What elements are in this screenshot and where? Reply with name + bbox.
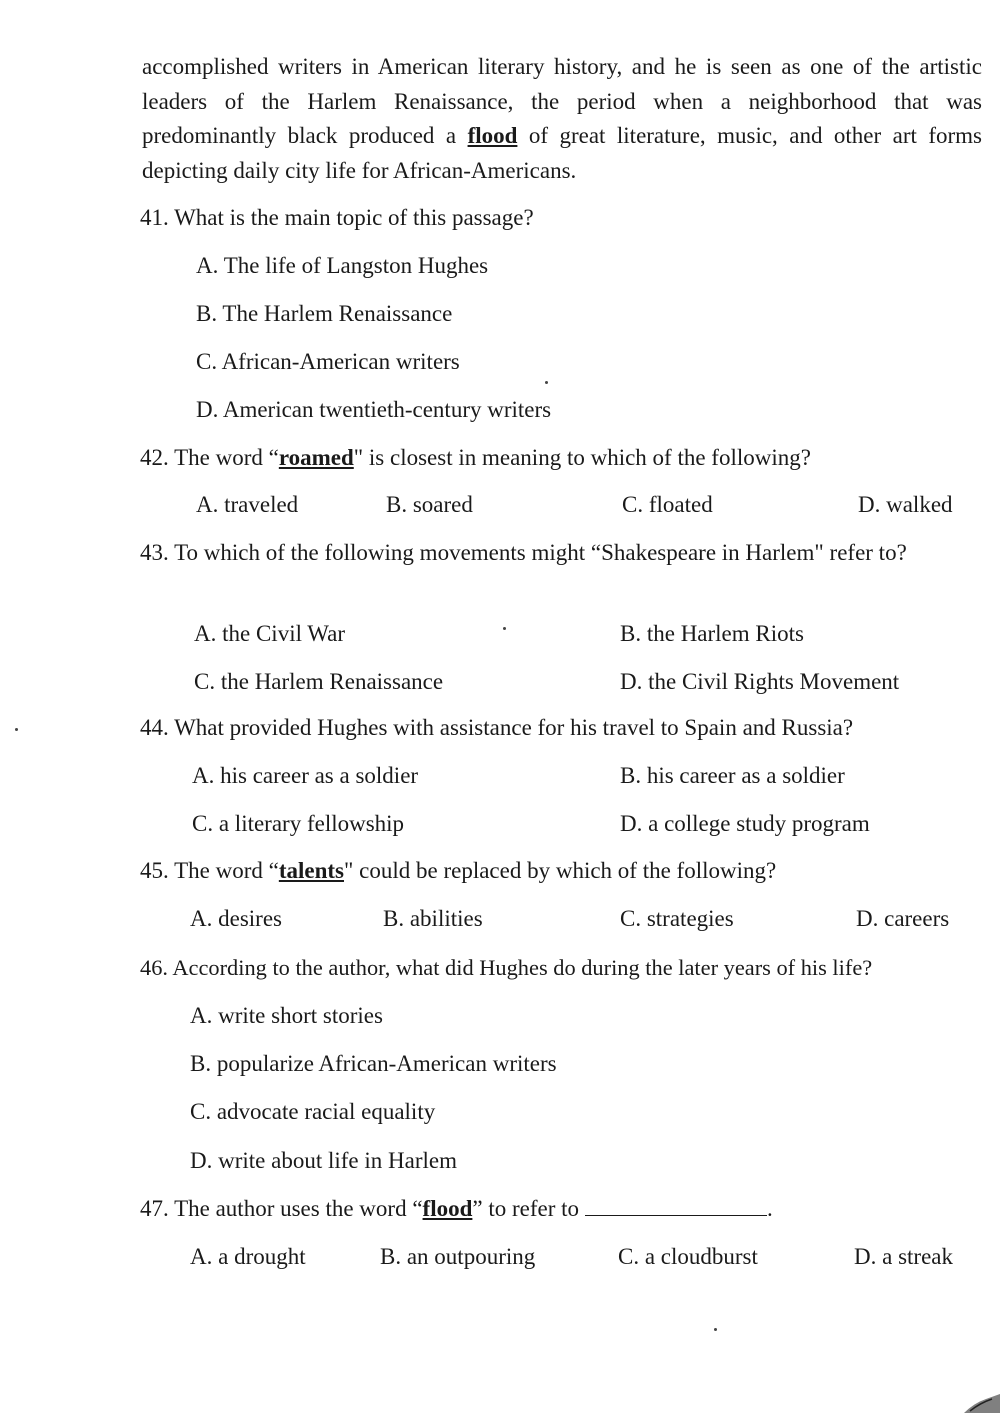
passage-paragraph	[142, 50, 982, 188]
question-43-option-b[interactable]: B. the Harlem Riots	[620, 621, 804, 646]
question-47-prompt	[140, 1194, 773, 1224]
question-47-prefix: 47. The author uses the word “	[140, 1196, 423, 1221]
question-44-option-c[interactable]: C. a literary fellowship	[192, 811, 405, 836]
question-44-prompt: 44. What provided Hughes with assistance for his travel to Spain and Russia?	[140, 715, 854, 740]
question-42-prefix: 42. The word “	[140, 445, 279, 470]
question-45-option-c[interactable]: C. strategies	[620, 906, 734, 931]
question-47-keyword: flood	[422, 1196, 473, 1221]
question-46-option-c[interactable]: C. advocate racial equality	[190, 1099, 436, 1124]
question-43-option-d[interactable]: D. the Civil Rights Movement	[620, 669, 900, 694]
question-45-prompt	[140, 856, 776, 886]
passage-text-after: of great literature, music, and other art forms depicting daily city life for African-Americans.	[142, 123, 983, 183]
scan-speck	[15, 728, 18, 731]
question-45-option-a[interactable]: A. desires	[190, 906, 282, 931]
question-46-option-a[interactable]: A. write short stories	[190, 1003, 383, 1028]
question-41-prompt: 41. What is the main topic of this passage?	[140, 205, 534, 230]
question-41-option-d[interactable]: D. American twentieth-century writers	[196, 397, 552, 422]
question-42-suffix: " is closest in meaning to which of the following?	[353, 445, 811, 470]
question-41-option-c[interactable]: C. African-American writers	[196, 349, 460, 374]
question-46-option-d[interactable]: D. write about life in Harlem	[190, 1148, 457, 1173]
question-45-keyword: talents	[278, 858, 344, 883]
scan-speck	[545, 381, 548, 384]
question-43-option-c[interactable]: C. the Harlem Renaissance	[194, 669, 444, 694]
question-42-option-a[interactable]: A. traveled	[196, 492, 299, 517]
question-47-option-c[interactable]: C. a cloudburst	[618, 1244, 758, 1269]
question-47-suffix: ” to refer to	[472, 1196, 580, 1221]
question-44-option-b[interactable]: B. his career as a soldier	[620, 763, 845, 788]
question-43-prompt: 43. To which of the following movements might “Shakespeare in Harlem" refer to?	[140, 540, 907, 565]
question-45-suffix: " could be replaced by which of the following?	[344, 858, 777, 883]
question-42-option-b[interactable]: B. soared	[386, 492, 473, 517]
question-44-option-d[interactable]: D. a college study program	[620, 811, 870, 836]
question-42-option-d[interactable]: D. walked	[858, 492, 953, 517]
page-corner-mark	[960, 1391, 1000, 1413]
question-45-prefix: 45. The word “	[140, 858, 279, 883]
scan-speck	[714, 1328, 717, 1331]
question-47-option-a[interactable]: A. a drought	[190, 1244, 306, 1269]
question-46-prompt: 46. According to the author, what did Hughes do during the later years of his life?	[140, 955, 873, 980]
question-43-option-a[interactable]: A. the Civil War	[194, 621, 346, 646]
question-46-option-b[interactable]: B. popularize African-American writers	[190, 1051, 557, 1076]
question-44-option-a[interactable]: A. his career as a soldier	[192, 763, 419, 788]
passage-text-before: accomplished writers in American literary history, and he is seen as one of the artistic leaders of the Harlem Renaissance, the period when a neighborhood that was predominantly black produced a	[142, 54, 982, 148]
question-42-option-c[interactable]: C. floated	[622, 492, 713, 517]
question-47-option-b[interactable]: B. an outpouring	[380, 1244, 536, 1269]
question-41-option-b[interactable]: B. The Harlem Renaissance	[196, 301, 453, 326]
question-42-prompt	[140, 443, 811, 473]
question-47-option-d[interactable]: D. a streak	[854, 1244, 953, 1269]
question-42-keyword: roamed	[278, 445, 354, 470]
question-47-end: .	[767, 1196, 773, 1221]
question-45-option-b[interactable]: B. abilities	[383, 906, 483, 931]
passage-keyword-flood: flood	[467, 123, 518, 148]
answer-blank-line[interactable]	[585, 1195, 767, 1216]
question-45-option-d[interactable]: D. careers	[856, 906, 950, 931]
scan-speck	[503, 627, 506, 630]
question-41-option-a[interactable]: A. The life of Langston Hughes	[196, 253, 489, 278]
